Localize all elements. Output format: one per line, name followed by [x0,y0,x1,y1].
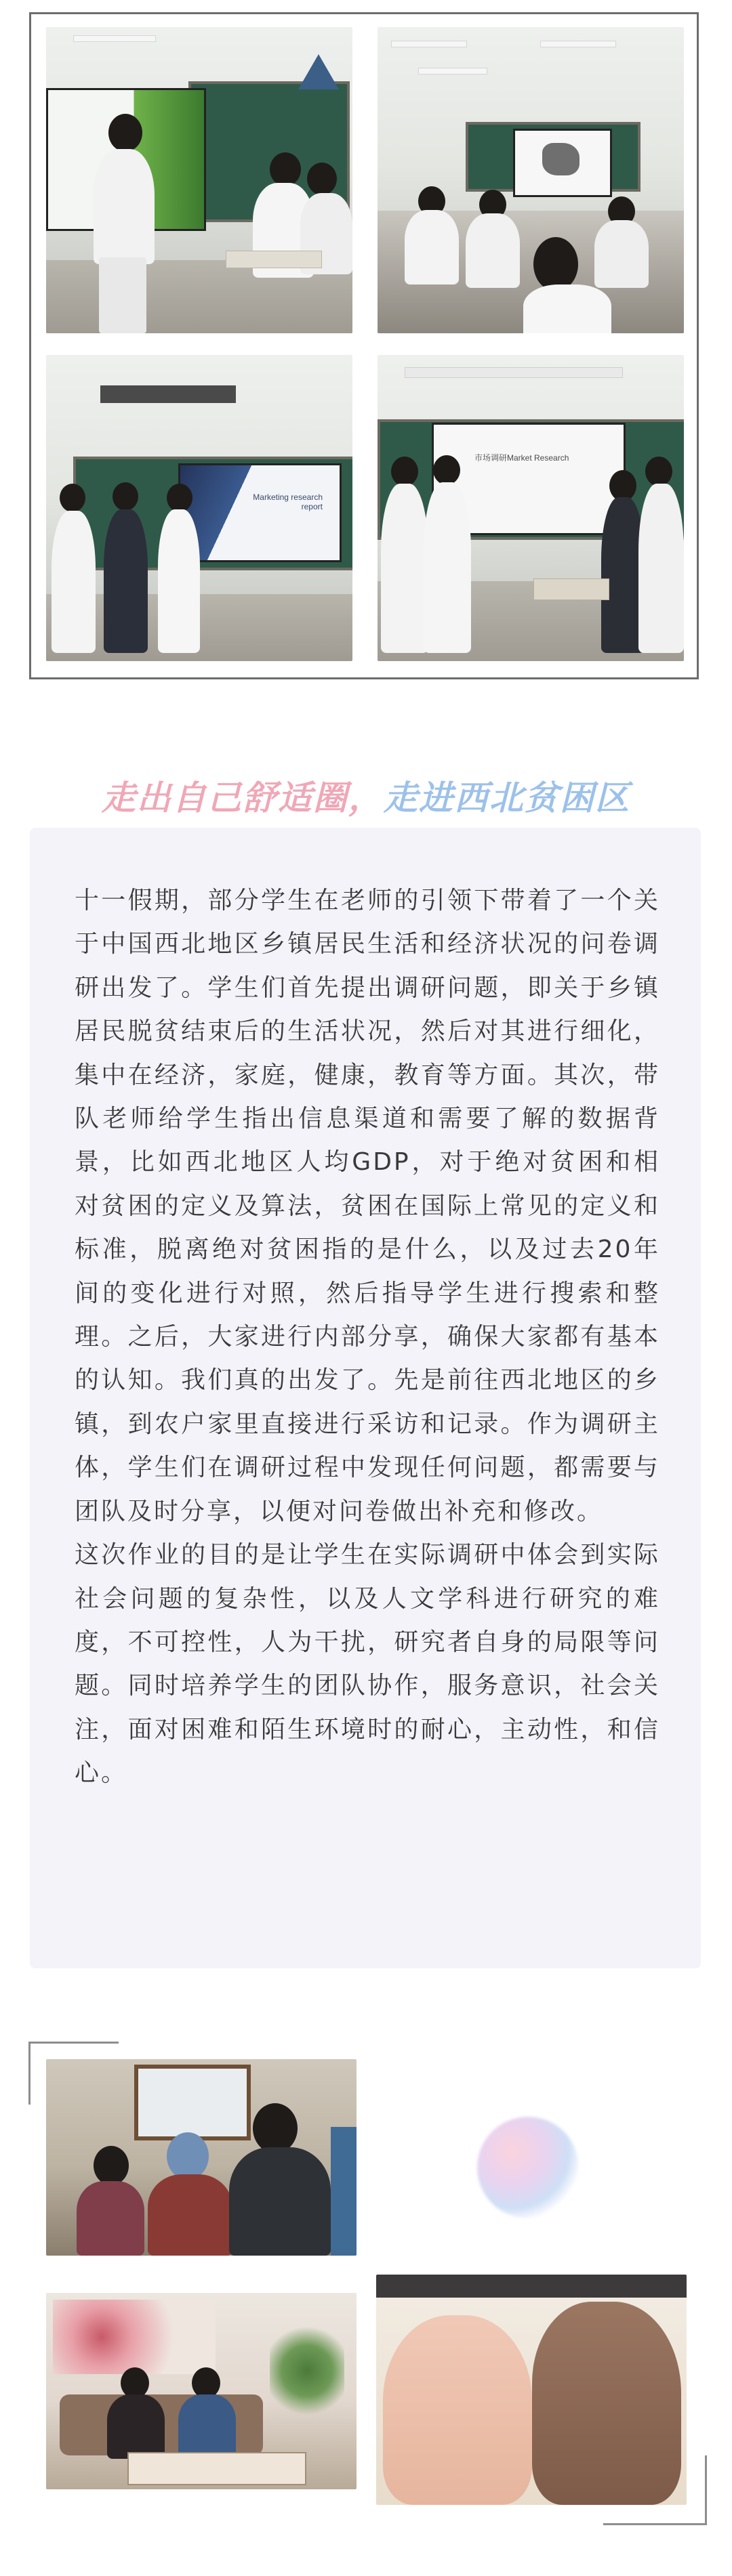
heading-part-2: 走进西北贫困区 [384,778,630,818]
heading-part-1: 走出自己舒适圈， [102,778,384,818]
photo-family-interview [46,2059,357,2256]
slide-title-2: 市场调研Market Research [474,453,569,463]
article-body [75,879,660,1796]
section-heading [0,771,732,820]
photo-four-students-slide [378,355,684,661]
slide-title: Marketing research report [253,492,323,511]
decorative-gradient-bubble [477,2117,579,2218]
photo-student-presenting [46,27,352,333]
photo-classroom-map-slide [378,27,684,333]
photo-hands-comparison [376,2275,687,2505]
photo-three-students-slide [46,355,352,661]
photo-sofa-interview [46,2293,357,2489]
paragraph-1: 十一假期，部分学生在老师的引领下带着了一个关于中国西北地区乡镇居民生活和经济状况的问卷调研出发了。学生们首先提出调研问题，即关于乡镇居民脱贫结束后的生活状况，然后对其进行细化，集中在经济，家庭，健康，教育等方面。其次，带队老师给学生指出信息渠道和需要了解的数据背景，比如西北地区人均GDP，对于绝对贫困和相对贫困的定义及算法，贫困在国际上常见的定义和标准，脱离绝对贫困指的是什么，以及过去20年间的变化进行对照，然后指导学生进行搜索和整理。之后，大家进行内部分享，确保大家都有基本的认知。我们真的出发了。先是前往西北地区的乡镇，到农户家里直接进行采访和记录。作为调研主体，学生们在调研过程中发现任何问题，都需要与团队及时分享，以便对问卷做出补充和修改。 [75,887,660,1525]
paragraph-2: 这次作业的目的是让学生在实际调研中体会到实际社会问题的复杂性，以及人文学科进行研究的难度，不可控性，人为干扰，研究者自身的局限等问题。同时培养学生的团队协作，服务意识，社会关注，面对困难和陌生环境时的耐心，主动性，和信心。 [75,1541,660,1788]
